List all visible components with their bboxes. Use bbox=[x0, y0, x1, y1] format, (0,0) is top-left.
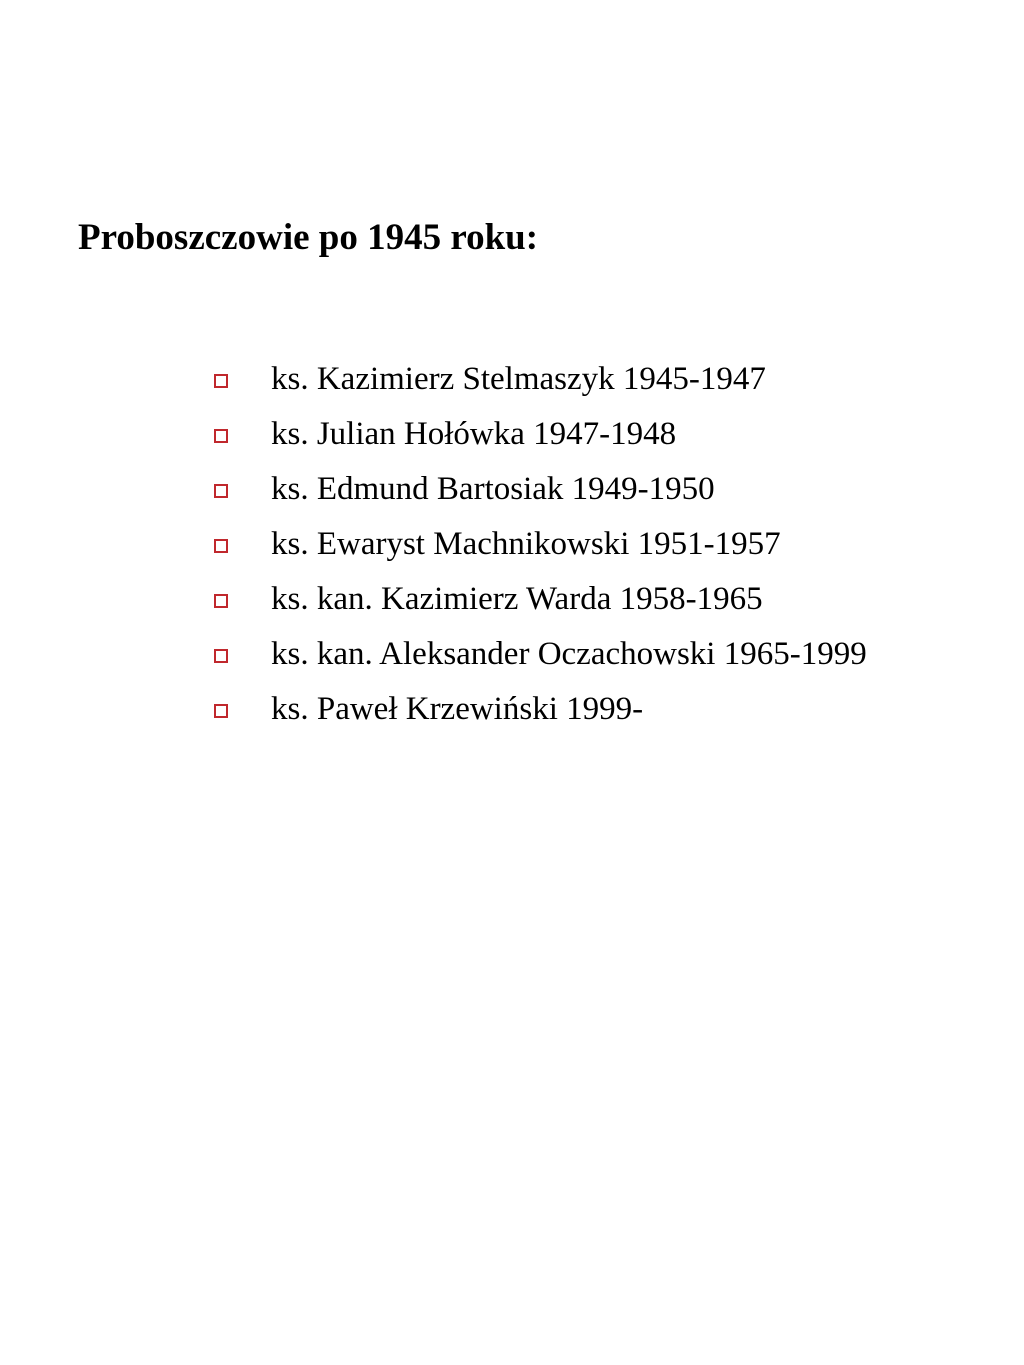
list-item bbox=[214, 521, 867, 576]
pastor-entry: ks. Ewaryst Machnikowski 1951-1957 bbox=[271, 526, 781, 562]
square-bullet-icon bbox=[214, 484, 228, 498]
pastor-entry: ks. Paweł Krzewiński 1999- bbox=[271, 691, 644, 727]
square-bullet-icon bbox=[214, 539, 228, 553]
square-bullet-icon bbox=[214, 429, 228, 443]
list-item bbox=[214, 686, 867, 741]
page-title: Proboszczowie po 1945 roku: bbox=[78, 217, 539, 258]
square-bullet-icon bbox=[214, 594, 228, 608]
square-bullet-icon bbox=[214, 704, 228, 718]
list-item bbox=[214, 631, 867, 686]
list-item bbox=[214, 576, 867, 631]
list-item bbox=[214, 466, 867, 521]
square-bullet-icon bbox=[214, 374, 228, 388]
pastor-entry: ks. kan. Aleksander Oczachowski 1965-1999 bbox=[271, 636, 867, 672]
square-bullet-icon bbox=[214, 649, 228, 663]
list-item bbox=[214, 356, 867, 411]
pastor-list bbox=[214, 356, 867, 741]
pastor-entry: ks. Edmund Bartosiak 1949-1950 bbox=[271, 471, 715, 507]
pastor-entry: ks. Kazimierz Stelmaszyk 1945-1947 bbox=[271, 361, 766, 397]
pastor-entry: ks. Julian Hołówka 1947-1948 bbox=[271, 416, 677, 452]
list-item bbox=[214, 411, 867, 466]
pastor-entry: ks. kan. Kazimierz Warda 1958-1965 bbox=[271, 581, 763, 617]
